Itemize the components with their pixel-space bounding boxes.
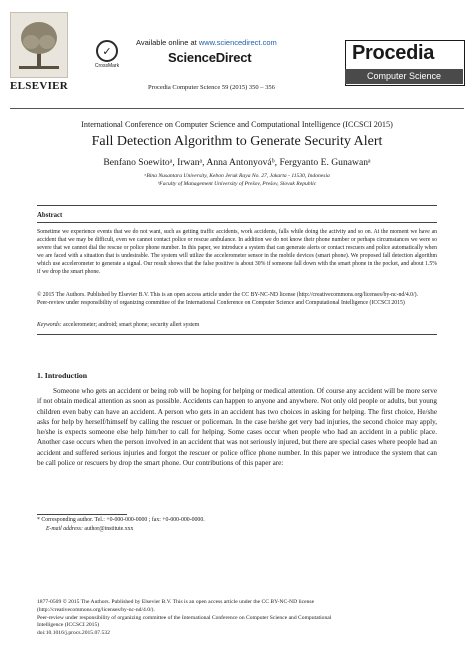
crossmark-icon: ✓ bbox=[96, 40, 118, 62]
author-list: Benfano Soewitoᵃ, Irwanᵃ, Anna Antonyováᵇ, Fergyanto E. Gunawanᵃ bbox=[103, 157, 371, 168]
sciencedirect-link[interactable]: www.sciencedirect.com bbox=[198, 38, 277, 47]
email-label: E-mail address: bbox=[46, 526, 83, 532]
elsevier-logo bbox=[10, 12, 68, 96]
crossmark-label: CrossMark bbox=[94, 63, 120, 69]
keywords-label: Keywords: bbox=[37, 322, 62, 328]
header-divider bbox=[10, 108, 464, 109]
keywords bbox=[37, 322, 437, 328]
peer-review-line-cont: Intelligence (ICCSCI 2015) bbox=[37, 622, 100, 629]
paper-title: Fall Detection Algorithm to Generate Security Alert bbox=[91, 134, 383, 149]
affiliation-a: ᵃBina Nusantara University, Kebon Jeruk Raya No. 27, Jakarta - 11530, Indonesia bbox=[144, 173, 330, 179]
footnote-corresponding-author: * Corresponding author. Tel.: +0-000-000-0000 ; fax: +0-000-000-0000. bbox=[37, 517, 205, 523]
footnote-rule bbox=[37, 514, 127, 515]
abstract-top-rule bbox=[37, 205, 437, 206]
introduction-paragraph: Someone who gets an accident or being rob will be hoping for helping or medical attention. Of course any accident will be more serve if not obtain medical attention as soon as possible. Accidents can happen to anyone and anywhere. Not only old people or adults, but young children even baby can have an accident. A person who gets in an accident has two choices in asking for helping. The first choice, He/she asks for help by herself/himself by calling the rescuer or policeman. In the case he/she get very bad injuries, the second choice may apply, he/she is expects someone else help him/her to call for helping. Some cases occur when people who had an accident in a public place. Another case occurs when the person involved in an accident that was not seriously injured, but there are special cases where people had an accident and suffered serious injuries and forgot the rescuer or police office phone number. In this paper we introduce the system that can be call police or rescuers by drop the smart phone. Our contributions of this paper are: bbox=[37, 387, 437, 468]
procedia-title: Procedia bbox=[352, 42, 435, 64]
doi-line: doi:10.1016/j.procs.2015.07.532 bbox=[37, 630, 110, 637]
available-online bbox=[136, 38, 277, 47]
journal-reference: Procedia Computer Science 59 (2015) 350 – 356 bbox=[148, 84, 275, 91]
tree-emblem-icon bbox=[10, 12, 68, 78]
abstract-peer-review: Peer-review under responsibility of organizing committee of the International Conference on Computer Science and Computational Intelligence (ICCSCI 2015) bbox=[37, 299, 405, 306]
sciencedirect-logo: ScienceDirect bbox=[168, 50, 252, 65]
abstract-copyright: © 2015 The Authors. Published by Elsevier B.V. This is an open access article under the CC BY-NC-ND license (http://creativecommons.org/licenses/by-nc-nd/4.0/). bbox=[37, 292, 418, 298]
abstract-heading-rule bbox=[37, 222, 437, 223]
abstract-heading: Abstract bbox=[37, 212, 63, 219]
section-heading-introduction: 1. Introduction bbox=[37, 371, 88, 380]
issn-license-line: 1877-0509 © 2015 The Authors. Published by Elsevier B.V. This is an open access article under the CC BY-NC-ND license bbox=[37, 599, 315, 605]
license-url-line: (http://creativecommons.org/licenses/by-nc-nd/4.0/). bbox=[37, 606, 155, 613]
bottom-notes bbox=[37, 599, 457, 638]
publisher-name: ELSEVIER bbox=[10, 80, 69, 92]
affiliation-b: ᵇFaculty of Management University of Prešov, Prešov, Slovak Republic bbox=[157, 181, 317, 187]
available-prefix: Available online at bbox=[136, 38, 199, 47]
abstract-bottom-rule bbox=[37, 334, 437, 335]
footnote-email bbox=[46, 526, 133, 532]
crossmark-badge[interactable] bbox=[94, 40, 120, 69]
procedia-subtitle: Computer Science bbox=[345, 69, 463, 84]
keywords-list: accelerometer; android; smart phone; security allert system bbox=[61, 322, 200, 328]
conference-name: International Conference on Computer Science and Computational Intelligence (ICCSCI 2015) bbox=[81, 120, 393, 129]
email-address: author@institute.xxx bbox=[82, 526, 134, 532]
abstract-body: Sometime we experience events that we do not want, such as getting traffic accidents, work accidents, falls while doing the activity and so on. At the moment we have an accident that we may be difficult, even we cannot contact police or rescue ambulance. In addition we do not know their phone number or perhaps circumstances we were so severe that we cannot dial the rescue or police phone number. In this paper, we introduce a system that can generate alerts or contact rescuers and police automatically when we are faced with a situation that is undesirable. The system will utilize the accelerometer sensor in the mobile devices (smart phone). We proposed fall detection algorithm which use accelerometer to generate a signal. Our result shows that the false positive is about 30% if someone fall down with the smart phone in the pocket, and about 1.5% if we drop the smart phone. bbox=[37, 229, 437, 276]
peer-review-line: Peer-review under responsibility of organizing committee of the International Conference on Computer Science and Computational bbox=[37, 614, 332, 621]
